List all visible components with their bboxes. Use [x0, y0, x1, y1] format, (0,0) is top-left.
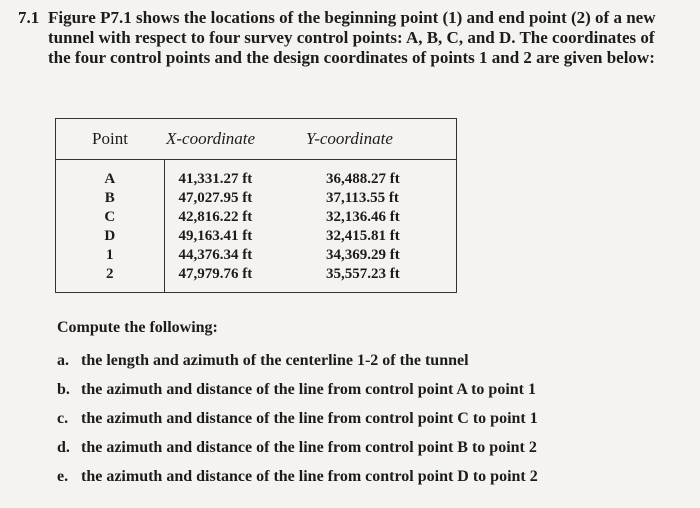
- point-label: A: [104, 171, 116, 187]
- y-column: [306, 160, 457, 293]
- point-label: 1: [106, 247, 114, 263]
- problem-text: Figure P7.1 shows the locations of the beginning point (1) and end point (2) of a new tunnel with respect to four survey control points: A, B, C, and D. The coordinates of the four control points and the design coordinates of points 1 and 2 are given below:: [48, 8, 656, 67]
- x-value: 49,163.41 ft: [178, 228, 253, 244]
- task-item: [57, 466, 538, 495]
- x-value: 47,979.76 ft: [178, 266, 253, 282]
- point-column: [56, 160, 165, 293]
- task-letter: b.: [57, 381, 70, 398]
- compute-heading: Compute the following:: [57, 319, 218, 336]
- task-letter: d.: [57, 439, 70, 456]
- header-y-coordinate: Y-coordinate: [306, 119, 457, 160]
- task-text: the azimuth and distance of the line from control point B to point 2: [81, 439, 537, 456]
- task-text: the length and azimuth of the centerline 1-2 of the tunnel: [81, 352, 469, 369]
- x-value: 44,376.34 ft: [178, 247, 253, 263]
- point-label: 2: [106, 266, 114, 282]
- x-value: 41,331.27 ft: [178, 171, 253, 187]
- task-item: [57, 379, 538, 408]
- point-label: C: [104, 209, 116, 225]
- coordinates-table: [55, 118, 457, 293]
- x-column: [164, 160, 306, 293]
- task-text: the azimuth and distance of the line from control point D to point 2: [81, 468, 538, 485]
- task-item: [57, 350, 538, 379]
- problem-statement: [18, 8, 658, 68]
- y-value: 32,415.81 ft: [326, 228, 400, 244]
- y-value: 35,557.23 ft: [326, 266, 400, 282]
- y-value: 32,136.46 ft: [326, 209, 400, 225]
- task-list: [57, 350, 538, 495]
- x-value: 47,027.95 ft: [178, 190, 253, 206]
- y-value: 37,113.55 ft: [326, 190, 399, 206]
- header-point: Point: [56, 119, 165, 160]
- problem-number: 7.1: [18, 8, 40, 27]
- point-label: D: [104, 228, 116, 244]
- task-letter: a.: [57, 352, 69, 369]
- task-item: [57, 408, 538, 437]
- point-label: B: [104, 190, 115, 206]
- task-text: the azimuth and distance of the line from control point C to point 1: [81, 410, 538, 427]
- task-text: the azimuth and distance of the line from control point A to point 1: [81, 381, 536, 398]
- task-item: [57, 437, 538, 466]
- task-letter: e.: [57, 468, 69, 485]
- task-letter: c.: [57, 410, 69, 427]
- y-value: 34,369.29 ft: [326, 247, 400, 263]
- y-value: 36,488.27 ft: [326, 171, 400, 187]
- header-x-coordinate: X-coordinate: [164, 119, 306, 160]
- x-value: 42,816.22 ft: [178, 209, 253, 225]
